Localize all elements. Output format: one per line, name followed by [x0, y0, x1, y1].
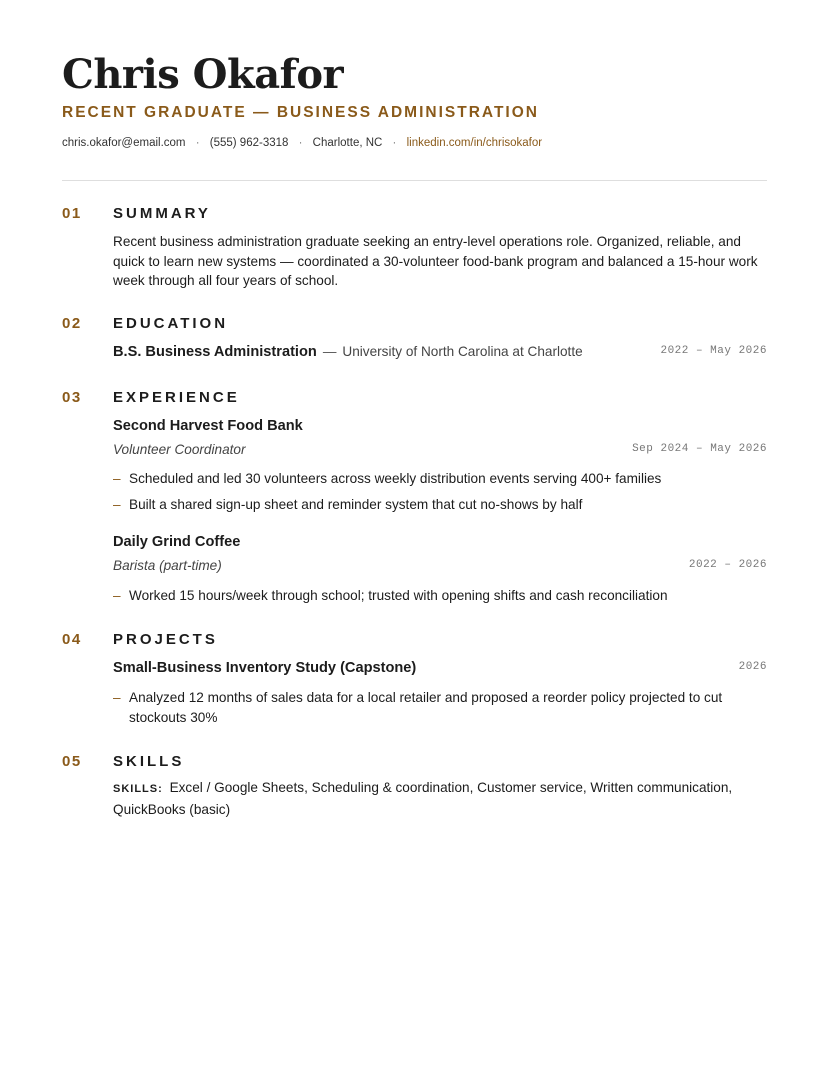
skills-text-block [113, 778, 763, 819]
bullet-mark: – [113, 690, 121, 705]
list-item [113, 469, 767, 489]
job-dates: Sep 2024 – May 2026 [632, 443, 767, 455]
candidate-headline: RECENT GRADUATE — BUSINESS ADMINISTRATION [62, 104, 539, 121]
bullet-mark: – [113, 471, 121, 486]
section-number-skills: 05 [62, 753, 82, 770]
section-title-skills: SKILLS [113, 753, 185, 770]
job-org-name: Second Harvest Food Bank [113, 418, 303, 434]
list-item [113, 688, 767, 727]
section-title-education: EDUCATION [113, 315, 229, 332]
section-title-projects: PROJECTS [113, 631, 218, 648]
job-role: Barista (part-time) [113, 558, 222, 573]
job-role-row [113, 557, 767, 575]
project-row [113, 659, 767, 677]
contact-separator: · [298, 137, 303, 149]
job-dates: 2022 – 2026 [688, 559, 767, 571]
header-divider [62, 180, 767, 181]
job-role-row [113, 441, 767, 459]
bullet-mark: – [113, 588, 121, 603]
section-number-education: 02 [62, 315, 82, 332]
bullet-text: Scheduled and led 30 volunteers across weekly distribution events serving 400+ families [129, 471, 662, 486]
bullet-text: Analyzed 12 months of sales data for a local retailer and proposed a reorder policy projected to cut stockouts 30% [129, 690, 723, 725]
section-number-summary: 01 [62, 205, 82, 222]
education-entry [113, 343, 767, 361]
contact-line [62, 137, 542, 149]
list-item [113, 586, 767, 606]
education-dates: 2022 – May 2026 [660, 345, 767, 357]
section-title-summary: SUMMARY [113, 205, 211, 222]
skills-label: SKILLS: [113, 783, 163, 795]
degree-title: B.S. Business Administration [113, 344, 317, 360]
candidate-name: Chris Okafor [62, 51, 344, 98]
degree-separator: — [322, 344, 337, 359]
contact-separator: · [392, 137, 397, 149]
section-title-experience: EXPERIENCE [113, 389, 240, 406]
project-dates: 2026 [738, 661, 767, 673]
bullet-mark: – [113, 497, 121, 512]
bullet-text: Built a shared sign-up sheet and reminder system that cut no-shows by half [129, 497, 583, 512]
skills-list: Excel / Google Sheets, Scheduling & coordination, Customer service, Written communication, QuickBooks (basic) [113, 780, 733, 817]
contact-phone: (555) 962-3318 [209, 137, 289, 149]
project-name: Small-Business Inventory Study (Capstone) [113, 660, 417, 676]
job-org [113, 533, 767, 551]
bullet-text: Worked 15 hours/week through school; trusted with opening shifts and cash reconciliation [129, 588, 668, 603]
school-name: University of North Carolina at Charlotte [342, 344, 583, 359]
list-item [113, 495, 767, 515]
linkedin-link[interactable]: linkedin.com/in/chrisokafor [406, 137, 543, 149]
section-number-projects: 04 [62, 631, 82, 648]
section-number-experience: 03 [62, 389, 82, 406]
contact-location: Charlotte, NC [312, 137, 383, 149]
summary-text: Recent business administration graduate seeking an entry-level operations role. Organized, reliable, and quick to learn new systems — coordinated a 30-volunteer food-bank program and balanced a 15-hour work week through all four years of school. [113, 234, 758, 288]
job-role: Volunteer Coordinator [113, 442, 246, 457]
job-org [113, 417, 767, 435]
contact-email: chris.okafor@email.com [62, 137, 186, 149]
contact-separator: · [195, 137, 200, 149]
job-org-name: Daily Grind Coffee [113, 534, 241, 550]
